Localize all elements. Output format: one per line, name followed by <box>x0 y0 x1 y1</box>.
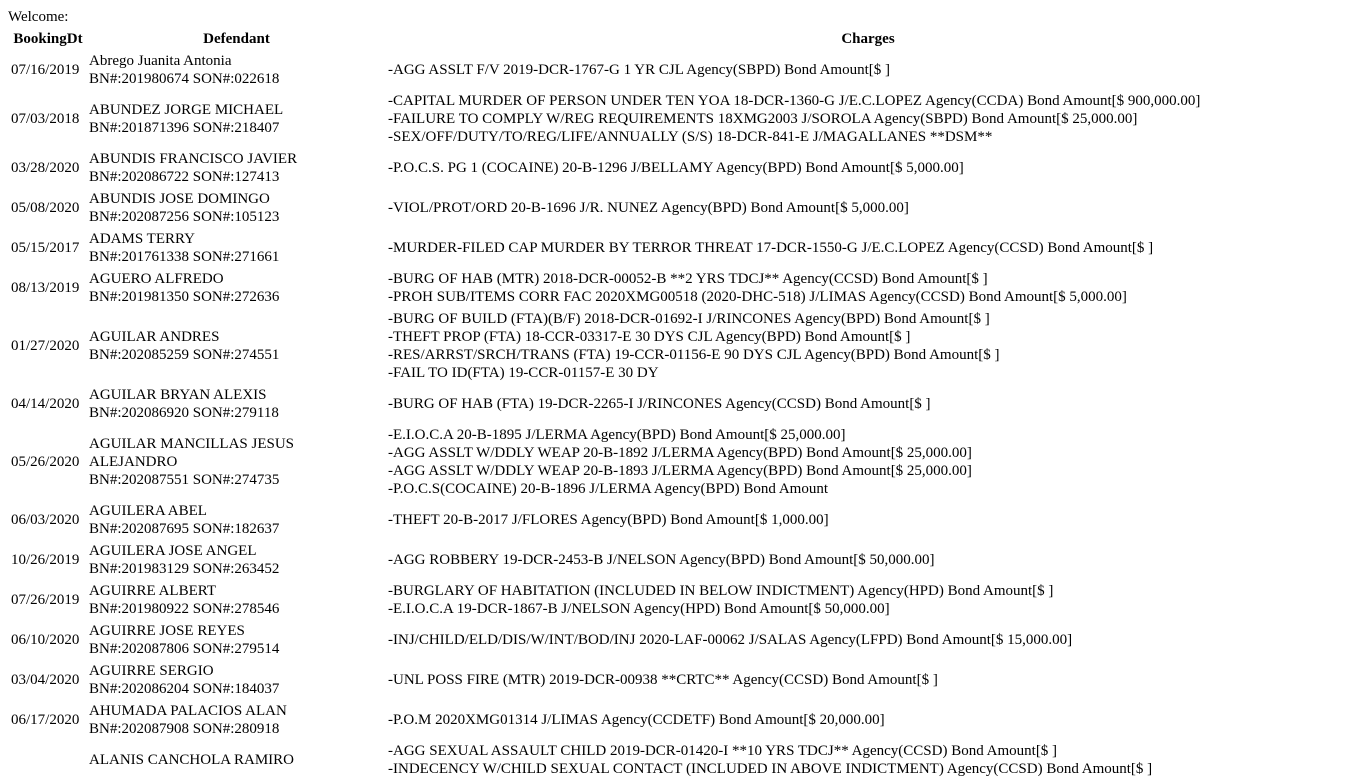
defendant-ids: BN#:202087551 SON#:274735 <box>89 472 280 488</box>
booking-date-cell: 07/26/2019 <box>11 592 80 608</box>
defendant-ids: BN#:201981350 SON#:272636 <box>89 289 280 305</box>
table-row <box>10 581 1349 619</box>
charge-line: -MURDER-FILED CAP MURDER BY TERROR THREAT 17-DCR-1550-G J/E.C.LOPEZ Agency(CCSD) Bond Amount[$ ] <box>388 240 1154 256</box>
charges-cell <box>387 701 1349 739</box>
defendant-ids: BN#:201980922 SON#:278546 <box>89 601 280 617</box>
defendant-cell <box>88 701 385 739</box>
charge-line: -E.I.O.C.A 19-DCR-1867-B J/NELSON Agency(HPD) Bond Amount[$ 50,000.00] <box>388 601 890 617</box>
defendant-name: ABUNDIS JOSE DOMINGO <box>89 191 270 207</box>
charges-cell <box>387 51 1349 89</box>
table-row <box>10 661 1349 699</box>
defendant-ids: BN#:201983129 SON#:263452 <box>89 561 280 577</box>
charge-line: -RES/ARRST/SRCH/TRANS (FTA) 19-CCR-01156-E 90 DYS CJL Agency(BPD) Bond Amount[$ ] <box>388 347 1000 363</box>
booking-date-cell: 06/10/2020 <box>11 632 80 648</box>
defendant-name: AGUILAR ANDRES <box>89 329 220 345</box>
defendant-ids: BN#:202087806 SON#:279514 <box>89 641 280 657</box>
booking-date-cell: 05/26/2020 <box>11 454 80 470</box>
charge-line: -P.O.M 2020XMG01314 J/LIMAS Agency(CCDETF) Bond Amount[$ 20,000.00] <box>388 712 885 728</box>
charges-cell <box>387 621 1349 659</box>
defendant-ids: BN#:202086722 SON#:127413 <box>89 169 280 185</box>
header-row <box>10 29 1349 49</box>
booking-date-cell: 06/03/2020 <box>11 512 80 528</box>
charges-cell <box>387 425 1349 499</box>
defendant-name: AGUERO ALFREDO <box>89 271 224 287</box>
booking-date-cell: 05/08/2020 <box>11 200 80 216</box>
defendant-cell <box>88 501 385 539</box>
column-header-bookingdt: BookingDt <box>13 31 83 47</box>
charge-line: -FAIL TO ID(FTA) 19-CCR-01157-E 30 DY <box>388 365 659 381</box>
defendant-name: AGUIRRE JOSE REYES <box>89 623 245 639</box>
defendant-name: AGUILERA JOSE ANGEL <box>89 543 257 559</box>
table-row <box>10 701 1349 739</box>
defendant-cell <box>88 51 385 89</box>
booking-date-cell: 05/15/2017 <box>11 240 80 256</box>
defendant-ids: BN#:201980674 SON#:022618 <box>89 71 280 87</box>
defendant-ids: BN#:202087256 SON#:105123 <box>89 209 280 225</box>
defendant-ids: BN#:202086204 SON#:184037 <box>89 681 280 697</box>
charge-line: -AGG ASSLT W/DDLY WEAP 20-B-1893 J/LERMA Agency(BPD) Bond Amount[$ 25,000.00] <box>388 463 972 479</box>
booking-date-cell: 08/13/2019 <box>11 280 80 296</box>
defendant-cell <box>88 229 385 267</box>
charge-line: -INDECENCY W/CHILD SEXUAL CONTACT (INCLUDED IN ABOVE INDICTMENT) Agency(CCSD) Bond Amount[$ ] <box>388 761 1153 777</box>
defendant-name: ALANIS CANCHOLA RAMIRO <box>89 752 295 768</box>
defendant-cell <box>88 425 385 499</box>
charge-line: -BURG OF HAB (FTA) 19-DCR-2265-I J/RINCONES Agency(CCSD) Bond Amount[$ ] <box>388 396 931 412</box>
defendant-name: ABUNDIS FRANCISCO JAVIER <box>89 151 298 167</box>
table-row <box>10 541 1349 579</box>
charge-line: -BURG OF BUILD (FTA)(B/F) 2018-DCR-01692-I J/RINCONES Agency(BPD) Bond Amount[$ ] <box>388 311 990 327</box>
booking-date-cell <box>10 741 86 779</box>
charge-line: -BURG OF HAB (MTR) 2018-DCR-00052-B **2 YRS TDCJ** Agency(CCSD) Bond Amount[$ ] <box>388 271 988 287</box>
defendant-name: AGUILAR MANCILLAS JESUS ALEJANDRO <box>89 436 295 470</box>
charge-line: -E.I.O.C.A 20-B-1895 J/LERMA Agency(BPD) Bond Amount[$ 25,000.00] <box>388 427 846 443</box>
defendant-ids: BN#:202087695 SON#:182637 <box>89 521 280 537</box>
charges-cell <box>387 501 1349 539</box>
booking-date-cell: 01/27/2020 <box>11 338 80 354</box>
table-row <box>10 149 1349 187</box>
charges-cell <box>387 741 1349 779</box>
table-row <box>10 385 1349 423</box>
table-row <box>10 229 1349 267</box>
defendant-ids: BN#:201871396 SON#:218407 <box>89 120 280 136</box>
defendant-name: ABUNDEZ JORGE MICHAEL <box>89 102 284 118</box>
charge-line: -UNL POSS FIRE (MTR) 2019-DCR-00938 **CRTC** Agency(CCSD) Bond Amount[$ ] <box>388 672 938 688</box>
defendant-name: AGUILAR BRYAN ALEXIS <box>89 387 267 403</box>
defendant-cell <box>88 581 385 619</box>
table-body <box>10 51 1349 779</box>
defendant-cell <box>88 385 385 423</box>
booking-date-cell: 10/26/2019 <box>11 552 80 568</box>
charge-line: -PROH SUB/ITEMS CORR FAC 2020XMG00518 (2020-DHC-518) J/LIMAS Agency(CCSD) Bond Amount[$ 5,000.00] <box>388 289 1127 305</box>
table-row <box>10 501 1349 539</box>
defendant-cell <box>88 741 385 779</box>
charge-line: -AGG SEXUAL ASSAULT CHILD 2019-DCR-01420-I **10 YRS TDCJ** Agency(CCSD) Bond Amount[$ ] <box>388 743 1058 759</box>
defendant-cell <box>88 269 385 307</box>
defendant-ids: BN#:202087908 SON#:280918 <box>89 721 280 737</box>
defendant-name: AGUIRRE SERGIO <box>89 663 214 679</box>
charge-line: -THEFT PROP (FTA) 18-CCR-03317-E 30 DYS CJL Agency(BPD) Bond Amount[$ ] <box>388 329 911 345</box>
table-row <box>10 51 1349 89</box>
defendant-cell <box>88 309 385 383</box>
booking-date-cell: 03/04/2020 <box>11 672 80 688</box>
table-row <box>10 309 1349 383</box>
charges-cell <box>387 385 1349 423</box>
defendant-ids: BN#:202085259 SON#:274551 <box>89 347 280 363</box>
booking-date-cell: 07/03/2018 <box>11 111 80 127</box>
defendant-cell <box>88 661 385 699</box>
defendant-name: ADAMS TERRY <box>89 231 195 247</box>
defendant-name: AGUIRRE ALBERT <box>89 583 217 599</box>
charge-line: -SEX/OFF/DUTY/TO/REG/LIFE/ANNUALLY (S/S) 18-DCR-841-E J/MAGALLANES **DSM** <box>388 129 993 145</box>
defendant-cell <box>88 189 385 227</box>
defendant-ids: BN#:201761338 SON#:271661 <box>89 249 280 265</box>
defendant-cell <box>88 541 385 579</box>
column-header-defendant: Defendant <box>203 31 270 47</box>
charges-cell <box>387 309 1349 383</box>
table-row <box>10 425 1349 499</box>
welcome-text: Welcome: <box>8 9 69 25</box>
booking-date-cell: 07/16/2019 <box>11 62 80 78</box>
defendant-name: AGUILERA ABEL <box>89 503 207 519</box>
table-row <box>10 189 1349 227</box>
charges-cell <box>387 229 1349 267</box>
table-row <box>10 621 1349 659</box>
charges-cell <box>387 189 1349 227</box>
charges-cell <box>387 661 1349 699</box>
charge-line: -BURGLARY OF HABITATION (INCLUDED IN BELOW INDICTMENT) Agency(HPD) Bond Amount[$ ] <box>388 583 1054 599</box>
defendant-name: Abrego Juanita Antonia <box>89 53 232 69</box>
charges-cell <box>387 91 1349 147</box>
charge-line: -THEFT 20-B-2017 J/FLORES Agency(BPD) Bond Amount[$ 1,000.00] <box>388 512 829 528</box>
defendant-cell <box>88 91 385 147</box>
table-header <box>10 29 1349 49</box>
charge-line: -P.O.C.S. PG 1 (COCAINE) 20-B-1296 J/BELLAMY Agency(BPD) Bond Amount[$ 5,000.00] <box>388 160 964 176</box>
booking-table <box>8 27 1351 781</box>
booking-date-cell: 03/28/2020 <box>11 160 80 176</box>
charges-cell <box>387 581 1349 619</box>
charges-cell <box>387 149 1349 187</box>
charges-cell <box>387 541 1349 579</box>
charge-line: -CAPITAL MURDER OF PERSON UNDER TEN YOA 18-DCR-1360-G J/E.C.LOPEZ Agency(CCDA) Bond Amount[$ 900,000.00] <box>388 93 1201 109</box>
defendant-cell <box>88 621 385 659</box>
defendant-cell <box>88 149 385 187</box>
booking-date-cell: 04/14/2020 <box>11 396 80 412</box>
charge-line: -INJ/CHILD/ELD/DIS/W/INT/BOD/INJ 2020-LAF-00062 J/SALAS Agency(LFPD) Bond Amount[$ 15,000.00] <box>388 632 1073 648</box>
charges-cell <box>387 269 1349 307</box>
charge-line: -P.O.C.S(COCAINE) 20-B-1896 J/LERMA Agency(BPD) Bond Amount <box>388 481 829 497</box>
charge-line: -AGG ROBBERY 19-DCR-2453-B J/NELSON Agency(BPD) Bond Amount[$ 50,000.00] <box>388 552 935 568</box>
defendant-ids: BN#:202086920 SON#:279118 <box>89 405 279 421</box>
booking-date-cell: 06/17/2020 <box>11 712 80 728</box>
table-row <box>10 741 1349 779</box>
table-row <box>10 269 1349 307</box>
charge-line: -FAILURE TO COMPLY W/REG REQUIREMENTS 18XMG2003 J/SOROLA Agency(SBPD) Bond Amount[$ 25,000.00] <box>388 111 1138 127</box>
charge-line: -VIOL/PROT/ORD 20-B-1696 J/R. NUNEZ Agency(BPD) Bond Amount[$ 5,000.00] <box>388 200 909 216</box>
charge-line: -AGG ASSLT F/V 2019-DCR-1767-G 1 YR CJL Agency(SBPD) Bond Amount[$ ] <box>388 62 890 78</box>
column-header-charges: Charges <box>841 31 895 47</box>
table-row <box>10 91 1349 147</box>
charge-line: -AGG ASSLT W/DDLY WEAP 20-B-1892 J/LERMA Agency(BPD) Bond Amount[$ 25,000.00] <box>388 445 972 461</box>
defendant-name: AHUMADA PALACIOS ALAN <box>89 703 287 719</box>
